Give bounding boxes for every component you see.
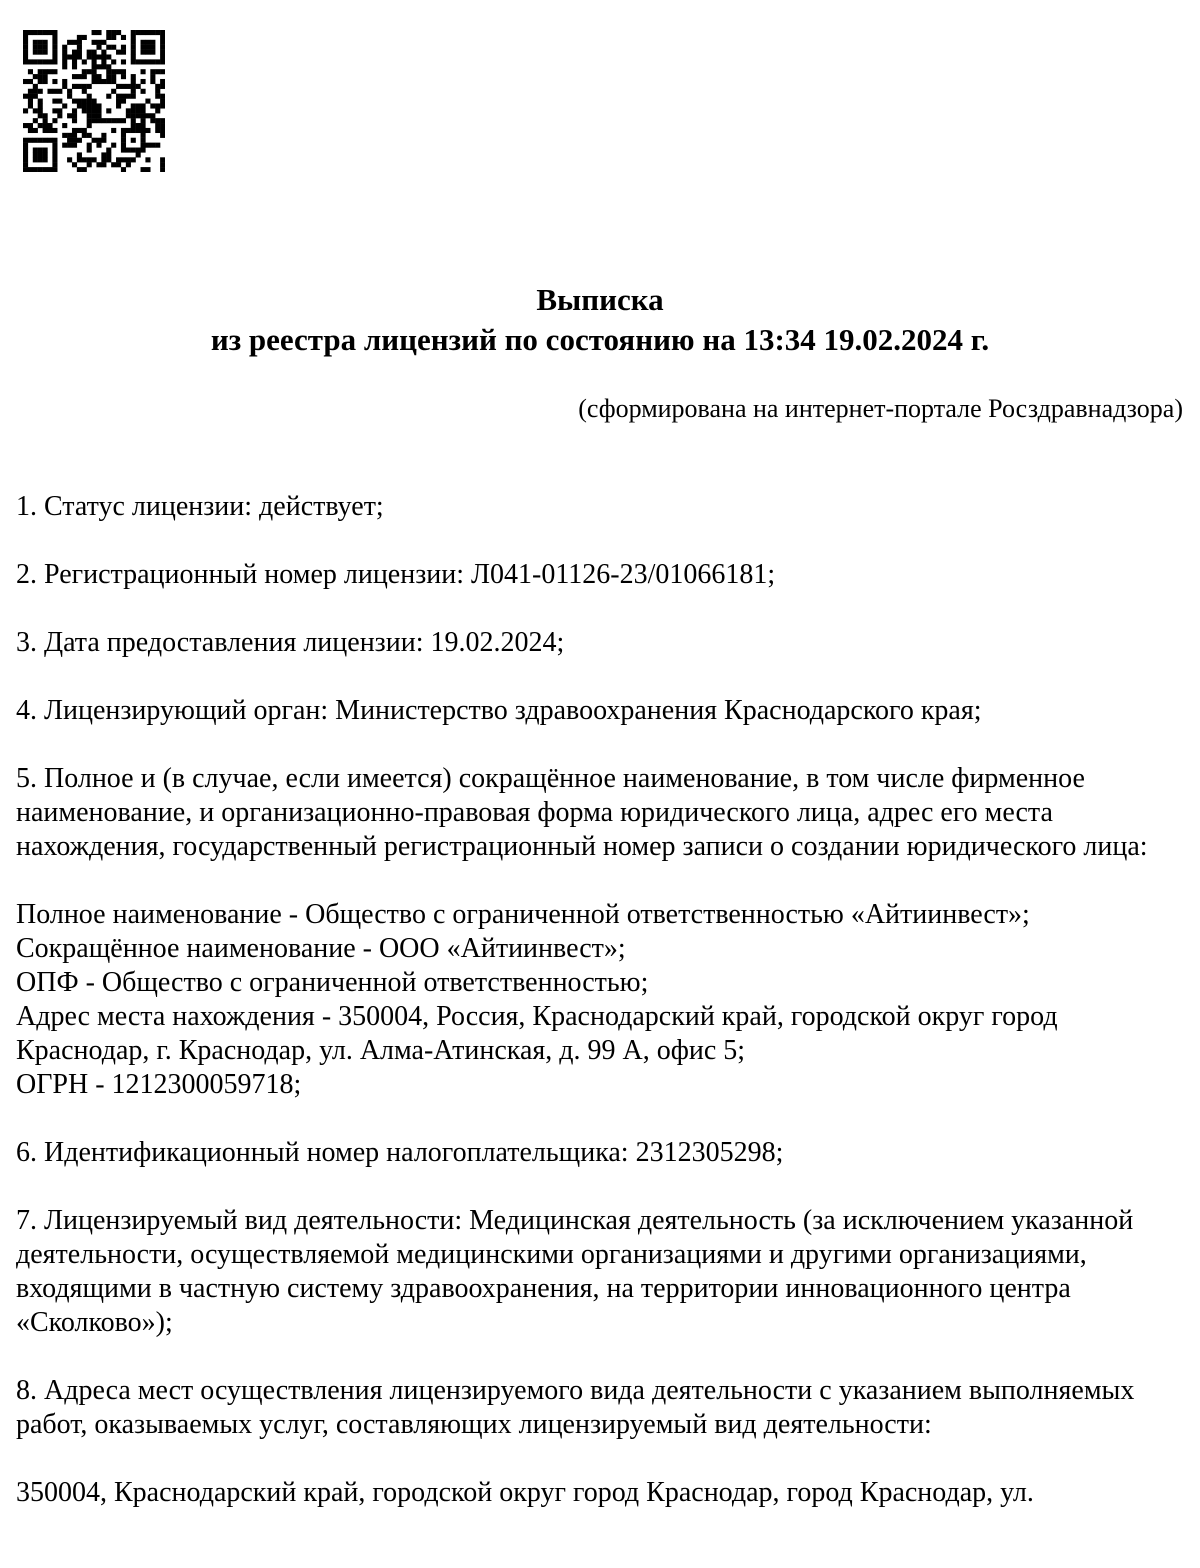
paragraph-line: Сокращённое наименование - ООО «Айтиинвест»;	[16, 933, 626, 964]
document-title	[0, 280, 1200, 360]
paragraph-line: ОГРН - 1212300059718;	[16, 1069, 302, 1100]
paragraph	[16, 1476, 1190, 1510]
paragraph	[16, 558, 1190, 592]
paragraph-line: ОПФ - Общество с ограниченной ответственностью;	[16, 967, 649, 998]
paragraph	[16, 1204, 1190, 1340]
paragraph-line: Краснодар, г. Краснодар, ул. Алма-Атинская, д. 99 А, офис 5;	[16, 1035, 746, 1066]
paragraph	[16, 1136, 1190, 1170]
paragraph-line: 1. Статус лицензии: действует;	[16, 491, 384, 522]
title-line-1: Выписка	[536, 282, 664, 317]
paragraph-line: «Сколково»);	[16, 1307, 173, 1338]
paragraph-line: работ, оказываемых услуг, составляющих лицензируемый вид деятельности:	[16, 1409, 932, 1440]
paragraph-line: нахождения, государственный регистрационный номер записи о создании юридического лица:	[16, 831, 1148, 862]
paragraph-line: 2. Регистрационный номер лицензии: Л041-01126-23/01066181;	[16, 559, 776, 590]
paragraph-line: 8. Адреса мест осуществления лицензируемого вида деятельности с указанием выполняемых	[16, 1375, 1135, 1406]
paragraph	[16, 626, 1190, 660]
paragraph-line: 5. Полное и (в случае, если имеется) сокращённое наименование, в том числе фирменное	[16, 763, 1085, 794]
title-line-2: из реестра лицензий по состоянию на 13:34 19.02.2024 г.	[210, 322, 990, 357]
paragraph	[16, 1374, 1190, 1442]
paragraph-line: 4. Лицензирующий орган: Министерство здравоохранения Краснодарского края;	[16, 695, 982, 726]
paragraph-line: 6. Идентификационный номер налогоплательщика: 2312305298;	[16, 1137, 784, 1168]
paragraph-line: Адрес места нахождения - 350004, Россия, Краснодарский край, городской округ город	[16, 1001, 1058, 1032]
paragraph	[16, 490, 1190, 524]
document-body	[16, 490, 1190, 1510]
paragraph-line: 350004, Краснодарский край, городской округ город Краснодар, город Краснодар, ул.	[16, 1477, 1034, 1508]
paragraph	[16, 762, 1190, 864]
paragraph	[16, 694, 1190, 728]
paragraph-line: деятельности, осуществляемой медицинскими организациями и другими организациями,	[16, 1239, 1087, 1270]
qr-code-icon	[23, 30, 165, 172]
paragraph-line: 3. Дата предоставления лицензии: 19.02.2024;	[16, 627, 565, 658]
paragraph-line: наименование, и организационно-правовая форма юридического лица, адрес его места	[16, 797, 1053, 828]
document-subtitle: (сформирована на интернет-портале Росздравнадзора)	[578, 394, 1183, 423]
paragraph-line: входящими в частную систему здравоохранения, на территории инновационного центра	[16, 1273, 1071, 1304]
paragraph-line: 7. Лицензируемый вид деятельности: Медицинская деятельность (за исключением указанной	[16, 1205, 1134, 1236]
paragraph	[16, 898, 1190, 1102]
paragraph-line: Полное наименование - Общество с ограниченной ответственностью «Айтиинвест»;	[16, 899, 1030, 930]
